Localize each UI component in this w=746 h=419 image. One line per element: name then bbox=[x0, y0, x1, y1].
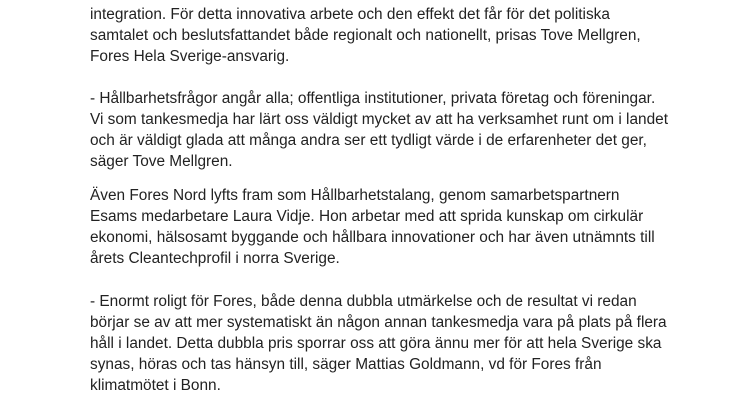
text-line: - Hållbarhetsfrågor angår alla; offentliga institutioner, privata företag och föreningar. bbox=[90, 90, 656, 107]
text-line: Även Fores Nord lyfts fram som Hållbarhetstalang, genom samarbetspartnern bbox=[90, 187, 620, 204]
text-line: ekonomi, hälsosamt byggande och hållbara innovationer och har även utnämnts till bbox=[90, 229, 655, 246]
text-line: samtalet och beslutsfattandet både regionalt och nationellt, prisas Tove Mellgren, bbox=[90, 27, 641, 44]
text-line: börjar se av att mer systematiskt än någon annan tankesmedja vara på plats på flera bbox=[90, 314, 667, 331]
text-line: integration. För detta innovativa arbete och den effekt det får för det politiska bbox=[90, 6, 610, 23]
text-line: säger Tove Mellgren. bbox=[90, 153, 233, 170]
text-line: och är väldigt glada att många andra ser ett tydligt värde i de erfarenheter det ger, bbox=[90, 132, 647, 149]
text-line: Esams medarbetare Laura Vidje. Hon arbetar med att sprida kunskap om cirkulär bbox=[90, 208, 644, 225]
paragraph-fores-nord bbox=[90, 185, 655, 269]
text-line: Fores Hela Sverige-ansvarig. bbox=[90, 48, 290, 65]
text-line: Vi som tankesmedja har lärt oss väldigt mycket av att ha verksamhet runt om i landet bbox=[90, 111, 668, 128]
text-line: årets Cleantechprofil i norra Sverige. bbox=[90, 250, 340, 267]
text-line: klimatmötet i Bonn. bbox=[90, 377, 221, 394]
paragraph-mattias-goldmann-quote bbox=[90, 291, 667, 396]
paragraph-tove-mellgren-award bbox=[90, 4, 641, 67]
paragraph-tove-mellgren-quote bbox=[90, 88, 668, 172]
text-line: håll i landet. Detta dubbla pris sporrar oss att göra ännu mer för att hela Sverige ska bbox=[90, 335, 662, 352]
text-line: - Enormt roligt för Fores, både denna dubbla utmärkelse och de resultat vi redan bbox=[90, 293, 637, 310]
text-line: synas, höras och tas hänsyn till, säger Mattias Goldmann, vd för Fores från bbox=[90, 356, 602, 373]
